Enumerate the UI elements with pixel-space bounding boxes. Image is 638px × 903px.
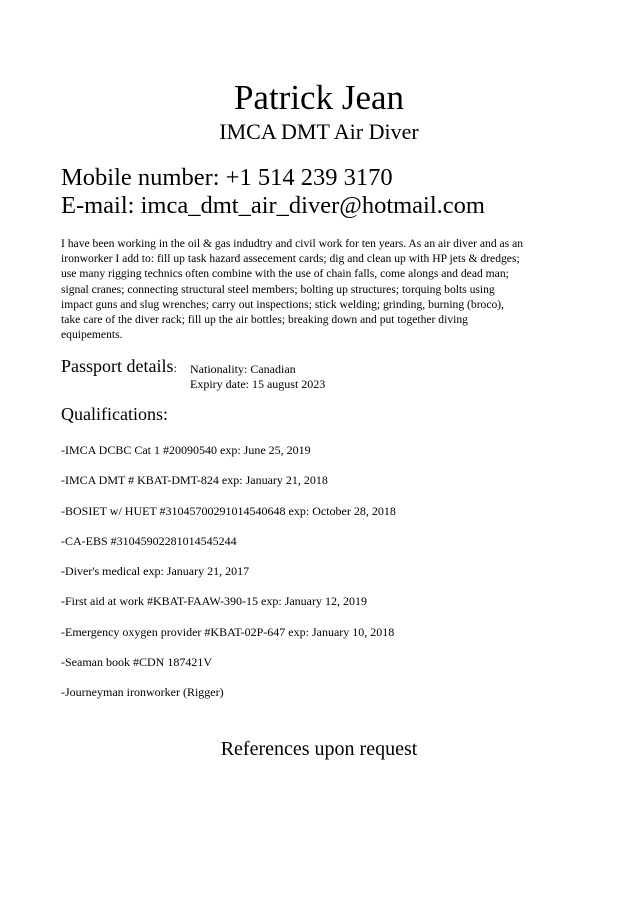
- passport-expiry: Expiry date: 15 august 2023: [190, 377, 326, 391]
- qualification-item: -Diver's medical exp: January 21, 2017: [61, 564, 250, 579]
- mobile-number: Mobile number: +1 514 239 3170: [61, 164, 393, 191]
- summary-line: ironworker I add to: fill up task hazard assecement cards; dig and clean up with HP jets & dredges;: [61, 252, 520, 266]
- summary-line: take care of the diver rack; fill up the air bottles; breaking down and put together diving: [61, 313, 468, 327]
- qualification-item: -BOSIET w/ HUET #31045700291014540648 exp: October 28, 2018: [61, 503, 396, 518]
- summary-line: equipements.: [61, 328, 123, 342]
- summary-line: signal cranes; connecting structural steel members; bolting up structures; torquing bolts using: [61, 282, 495, 296]
- qualification-item: -Emergency oxygen provider #KBAT-02P-647 exp: January 10, 2018: [61, 624, 395, 639]
- passport-heading-label: Passport details: [61, 356, 174, 376]
- summary-line: use many rigging technics often combine with the use of chain falls, come alongs and dead man;: [61, 267, 509, 281]
- passport-heading: [61, 355, 177, 379]
- qualification-item: -First aid at work #KBAT-FAAW-390-15 exp: January 12, 2019: [61, 594, 368, 609]
- summary-line: I have been working in the oil & gas indudtry and civil work for ten years. As an air diver and as an: [61, 237, 524, 250]
- references-note: References upon request: [220, 738, 418, 760]
- qualifications-list: [61, 442, 396, 715]
- qualification-item: -Journeyman ironworker (Rigger): [61, 685, 224, 700]
- summary-line: impact guns and slug wrenches; carry out inspections; stick welding; grinding, burning (broco),: [61, 297, 505, 311]
- passport-nationality: Nationality: Canadian: [190, 362, 296, 376]
- qualification-item: -IMCA DMT # KBAT-DMT-824 exp: January 21, 2018: [61, 473, 328, 488]
- qualification-item: -Seaman book #CDN 187421V: [61, 655, 212, 670]
- qualification-item: -IMCA DCBC Cat 1 #20090540 exp: June 25, 2019: [61, 443, 311, 457]
- resume-name: Patrick Jean: [233, 78, 405, 117]
- email-address: E-mail: imca_dmt_air_diver@hotmail.com: [61, 192, 485, 219]
- resume-role: IMCA DMT Air Diver: [219, 119, 419, 144]
- passport-heading-colon: :: [173, 361, 177, 375]
- qualification-item: -CA-EBS #31045902281014545244: [61, 533, 237, 548]
- experience-summary: [61, 236, 591, 342]
- qualifications-heading: Qualifications:: [61, 404, 168, 424]
